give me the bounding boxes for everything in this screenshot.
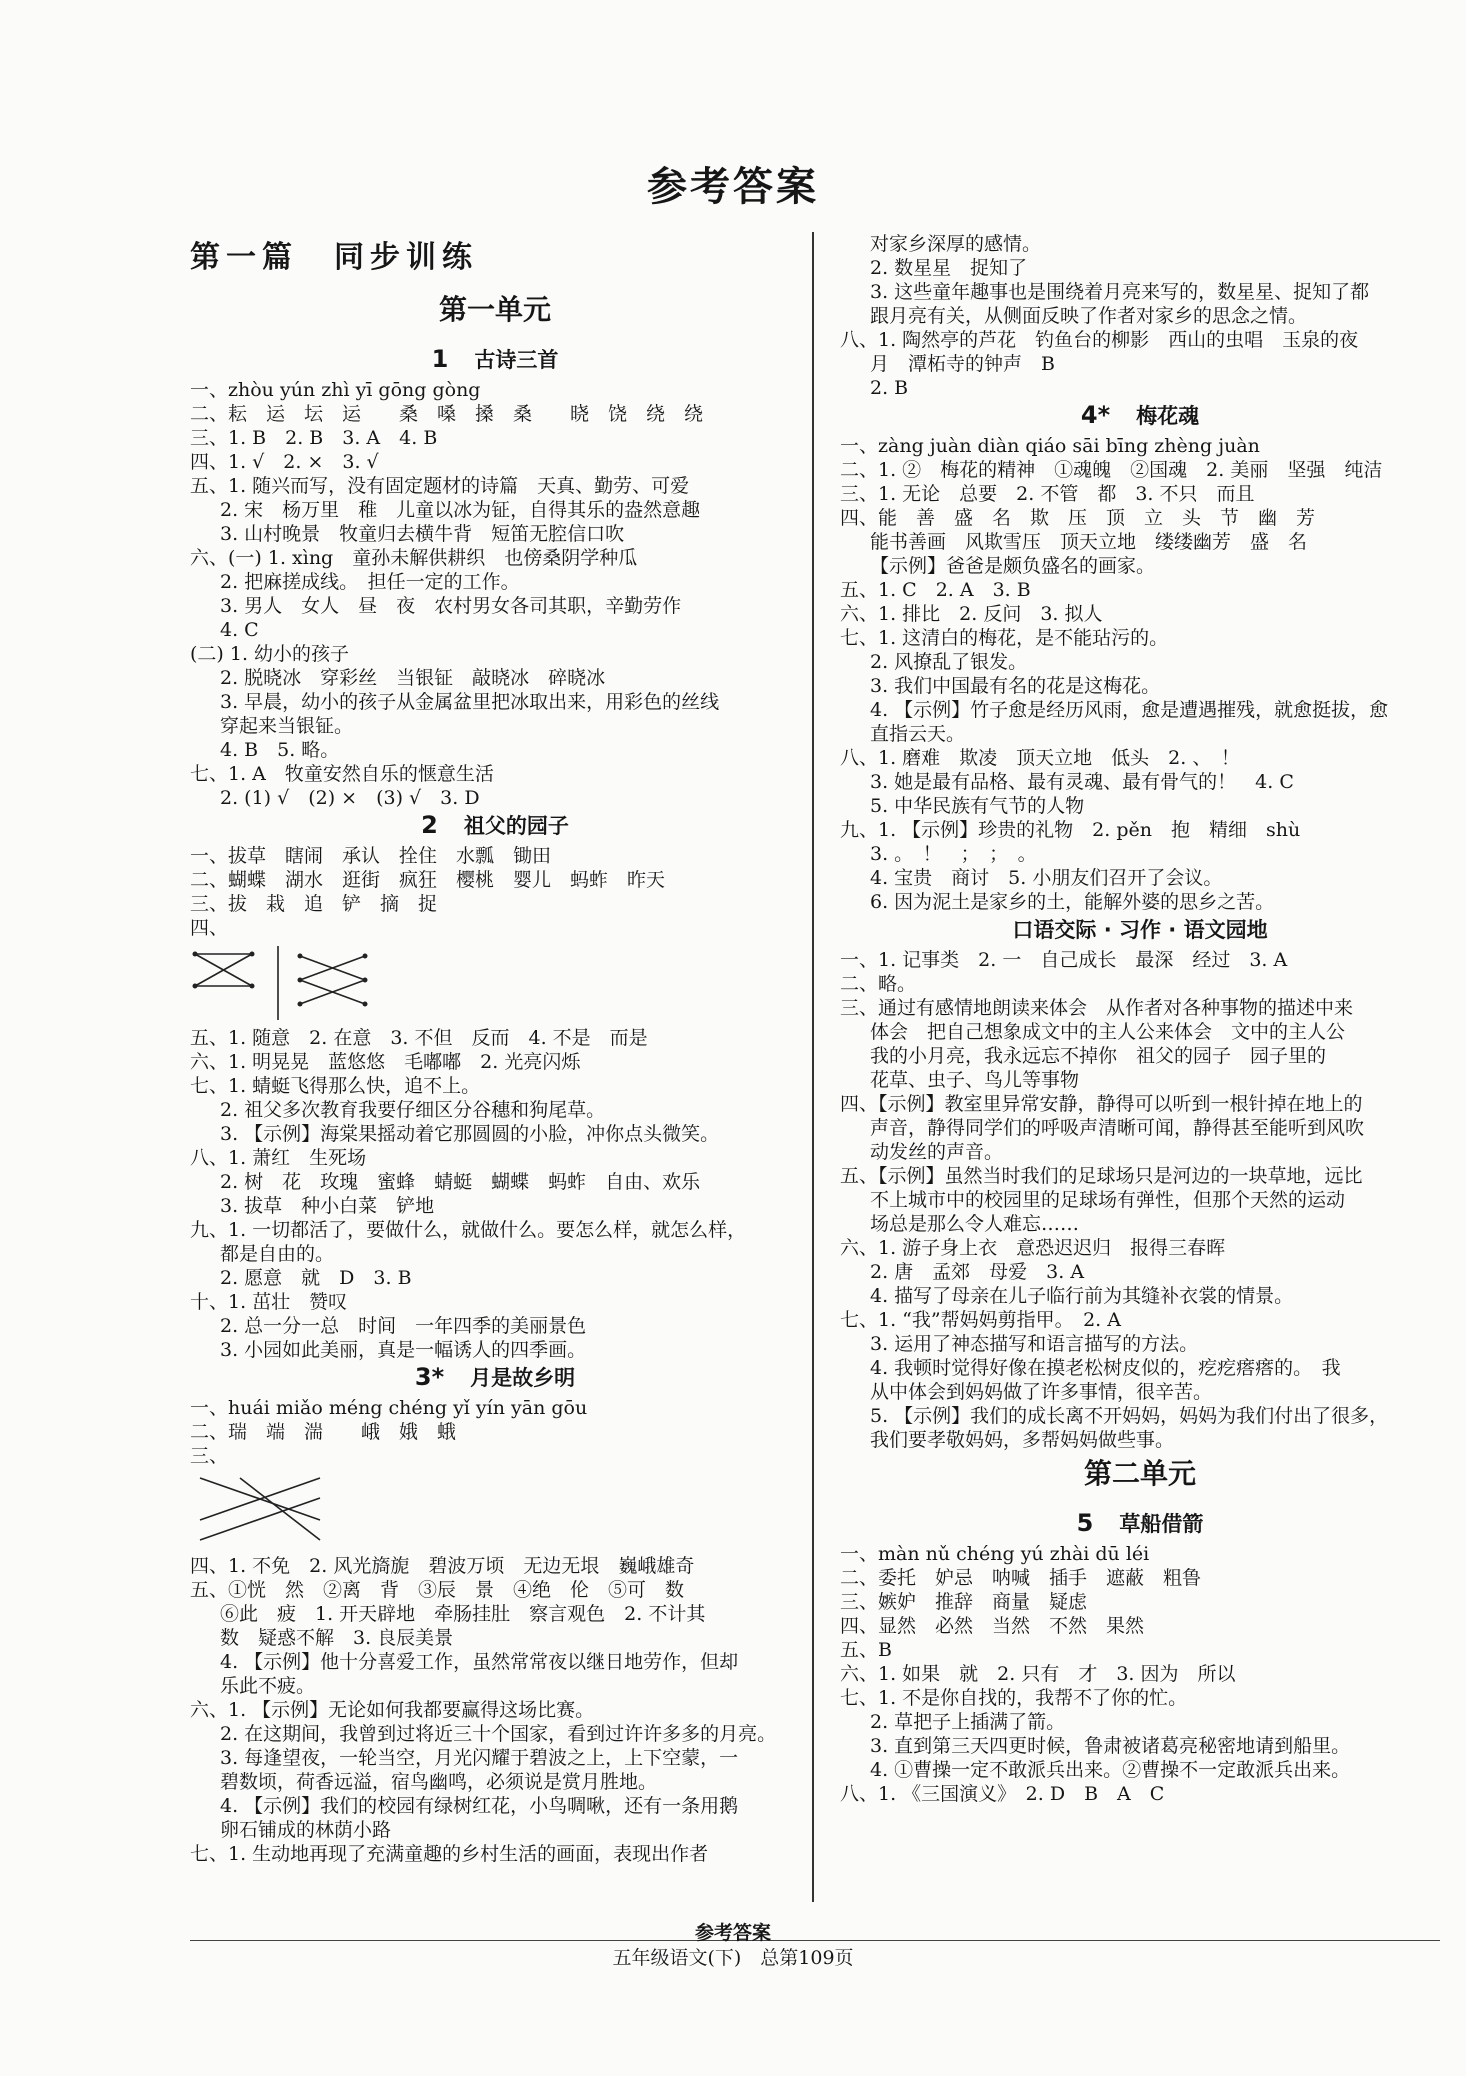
answer-line: 七、1. 这清白的梅花，是不能玷污的。 <box>840 627 1169 649</box>
answer-line: 2. 在这期间，我曾到过将近三十个国家，看到过许许多多的月亮。 <box>220 1723 777 1745</box>
answer-line: 六、1. 游子身上衣 意恐迟迟归 报得三春晖 <box>840 1237 1226 1259</box>
answer-line: 我们要孝敬妈妈，多帮妈妈做些事。 <box>870 1429 1175 1451</box>
answer-line: 五、1. 随兴而写，没有固定题材的诗篇 天真、勤劳、可爱 <box>190 475 690 497</box>
footer-title: 参考答案 <box>694 1922 771 1944</box>
answer-line: 二、略。 <box>840 973 917 995</box>
answer-line: 乐此不疲。 <box>220 1675 316 1697</box>
footer-page-info: 五年级语文(下) 总第109页 <box>612 1947 854 1969</box>
lesson-title <box>840 1508 1440 1542</box>
answer-line: 花草、虫子、鸟儿等事物 <box>870 1069 1080 1091</box>
answer-line: 三、 <box>190 1445 229 1467</box>
answer-line: 九、1. 一切都活了，要做什么，就做什么。要怎么样，就怎么样， <box>190 1219 747 1241</box>
answer-block <box>190 378 800 810</box>
answer-line: 一、1. 记事类 2. 一 自己成长 最深 经过 3. A <box>840 949 1288 971</box>
answer-block <box>840 434 1440 914</box>
answer-line: 一、huái miǎo méng chéng yǐ yín yān gōu <box>190 1397 588 1419</box>
answer-line: 4. 【示例】我们的校园有绿树红花，小鸟啁啾，还有一条用鹅 <box>220 1795 739 1817</box>
answer-line: 三、嫉妒 推辞 商量 疑虑 <box>840 1591 1088 1613</box>
answer-line: 2. 愿意 就 D 3. B <box>220 1267 412 1289</box>
answer-line: 3. 这些童年趣事也是围绕着月亮来写的，数星星、捉知了都 <box>870 281 1370 303</box>
answer-line: 数 疑惑不解 3. 良辰美景 <box>220 1627 454 1649</box>
answer-line: 五、①恍 然 ②离 背 ③辰 景 ④绝 伦 ⑤可 数 <box>190 1579 685 1601</box>
answer-line: 三、通过有感情地朗读来体会 从作者对各种事物的描述中来 <box>840 997 1354 1019</box>
answer-line: 2. 树 花 玫瑰 蜜蜂 蜻蜓 蝴蝶 蚂蚱 自由、欢乐 <box>220 1171 701 1193</box>
unit-title: 第二单元 <box>1083 1457 1196 1490</box>
answer-line: 2. 数星星 捉知了 <box>870 257 1028 279</box>
answer-line: 声音，静得同学们的呼吸声清晰可闻，静得甚至能听到风吹 <box>870 1117 1365 1139</box>
answer-line: 2. 风撩乱了银发。 <box>870 651 1028 673</box>
answer-line: 4. 【示例】他十分喜爱工作，虽然常常夜以继日地劳作，但却 <box>220 1651 739 1673</box>
answer-line: 3. 。 ！ ； ； 。 <box>870 843 1037 865</box>
answer-line: 场总是那么令人难忘…… <box>870 1213 1080 1235</box>
answer-line: 穿起来当银钲。 <box>220 715 354 737</box>
answer-line: 4. B 5. 略。 <box>220 739 340 761</box>
answer-line: 3. 早晨，幼小的孩子从金属盆里把冰取出来，用彩色的丝线 <box>220 691 720 713</box>
answer-line: 四、1. 不免 2. 风光旖旎 碧波万顷 无边无垠 巍峨雄奇 <box>190 1555 695 1577</box>
answer-line: 三、拔 栽 追 铲 摘 捉 <box>190 893 438 915</box>
answer-line: 四、【示例】教室里异常安静，静得可以听到一根针掉在地上的 <box>840 1093 1363 1115</box>
answer-line: 2. 祖父多次教育我要仔细区分谷穗和狗尾草。 <box>220 1099 606 1121</box>
column-divider <box>812 232 814 1902</box>
answer-block <box>190 1026 800 1362</box>
answer-line: 4. 【示例】竹子愈是经历风雨，愈是遭遇摧残，就愈挺拔，愈 <box>870 699 1389 721</box>
left-column <box>190 232 800 1866</box>
answer-line: 2. 脱晓冰 穿彩丝 当银钲 敲晓冰 碎晓冰 <box>220 667 606 689</box>
answer-line: 【示例】爸爸是颇负盛名的画家。 <box>870 555 1156 577</box>
unit-title: 第一单元 <box>438 293 551 326</box>
answer-line: 6. 因为泥土是家乡的土，能解外婆的思乡之苦。 <box>870 891 1275 913</box>
answer-line: 5. 【示例】我们的成长离不开妈妈，妈妈为我们付出了很多， <box>870 1405 1389 1427</box>
matching-lines <box>190 940 430 1026</box>
answer-line: 3. 她是最有品格、最有灵魂、最有骨气的！ 4. C <box>870 771 1294 793</box>
answer-line: 二、1. ② 梅花的精神 ①魂魄 ②国魂 2. 美丽 坚强 纯洁 <box>840 459 1383 481</box>
lesson-title <box>190 344 800 378</box>
answer-line: 3. 小园如此美丽，真是一幅诱人的四季画。 <box>220 1339 587 1361</box>
answer-line: 五、1. 随意 2. 在意 3. 不但 反而 4. 不是 而是 <box>190 1027 648 1049</box>
answer-line: 跟月亮有关，从侧面反映了作者对家乡的思念之情。 <box>870 305 1308 327</box>
lesson-name: 草船借箭 <box>1119 1512 1204 1536</box>
answer-block <box>190 1554 800 1866</box>
answer-line: 三、1. B 2. B 3. A 4. B <box>190 427 438 449</box>
answer-line: 4. C <box>220 619 259 641</box>
answer-line: 七、1. 生动地再现了充满童趣的乡村生活的画面，表现出作者 <box>190 1843 709 1865</box>
lesson-title <box>840 400 1440 434</box>
lesson-number: 1 <box>431 345 449 373</box>
answer-line: 3. 运用了神态描写和语言描写的方法。 <box>870 1333 1199 1355</box>
answer-line: 八、1. 磨难 欺凌 顶天立地 低头 2. 、 ！ <box>840 747 1240 769</box>
answer-line: 体会 把自己想象成文中的主人公来体会 文中的主人公 <box>870 1021 1346 1043</box>
answer-line: 直指云天。 <box>870 723 966 745</box>
answer-line: 六、1. 排比 2. 反问 3. 拟人 <box>840 603 1103 625</box>
answer-line: 月 潭柘寺的钟声 B <box>870 353 1055 375</box>
answer-line: 2. 把麻搓成线。 担任一定的工作。 <box>220 571 520 593</box>
lesson-number: 4* <box>1080 401 1111 429</box>
answer-line: ⑥此 疲 1. 开天辟地 牵肠挂肚 察言观色 2. 不计其 <box>220 1603 706 1625</box>
answer-block <box>840 948 1440 1452</box>
answer-line: 二、耘 运 坛 运 桑 嗓 搡 桑 晓 饶 绕 绕 <box>190 403 704 425</box>
right-column <box>840 232 1440 1806</box>
answer-line: 六、1. 如果 就 2. 只有 才 3. 因为 所以 <box>840 1663 1236 1685</box>
answer-line: 八、1. 陶然亭的芦花 钓鱼台的柳影 西山的虫唱 玉泉的夜 <box>840 329 1359 351</box>
answer-line: 4. ①曹操一定不敢派兵出来。②曹操不一定敢派兵出来。 <box>870 1759 1351 1781</box>
answer-block <box>190 1396 800 1468</box>
answer-line: 八、1. 《三国演义》 2. D B A C <box>840 1783 1165 1805</box>
matching-diagram <box>190 940 800 1026</box>
answer-line: 二、委托 妒忌 呐喊 插手 遮蔽 粗鲁 <box>840 1567 1202 1589</box>
answer-line: 六、1. 【示例】无论如何我都要赢得这场比赛。 <box>190 1699 595 1721</box>
answer-line: 十、1. 茁壮 赞叹 <box>190 1291 348 1313</box>
matching-diagram <box>190 1468 800 1554</box>
answer-line: 2. 草把子上插满了箭。 <box>870 1711 1066 1733</box>
answer-line: 3. 男人 女人 昼 夜 农村男女各司其职，辛勤劳作 <box>220 595 682 617</box>
lesson-name: 古诗三首 <box>474 348 559 372</box>
answer-line: 五、B <box>840 1639 892 1661</box>
lesson-name: 梅花魂 <box>1136 404 1200 428</box>
answer-line: 五、【示例】虽然当时我们的足球场只是河边的一块草地，远比 <box>840 1165 1363 1187</box>
answer-line: 3. 山村晚景 牧童归去横牛背 短笛无腔信口吹 <box>220 523 625 545</box>
answer-line: 4. 我顿时觉得好像在摸老松树皮似的，疙疙瘩瘩的。 我 <box>870 1357 1341 1379</box>
answer-block <box>840 232 1440 400</box>
answer-line: 二、蝴蝶 湖水 逛街 疯狂 樱桃 婴儿 蚂蚱 昨天 <box>190 869 666 891</box>
answer-line: 2. 唐 孟郊 母爱 3. A <box>870 1261 1085 1283</box>
answer-line: 一、拔草 瞎闹 承认 拴住 水瓢 锄田 <box>190 845 552 867</box>
answer-line: 3. 拔草 种小白菜 铲地 <box>220 1195 435 1217</box>
answer-line: 一、zàng juàn diàn qiáo sāi bīng zhèng juàn <box>840 435 1260 457</box>
answer-line: 七、1. “我”帮妈妈剪指甲。 2. A <box>840 1309 1121 1331</box>
answer-line: 2. B <box>870 377 909 399</box>
answer-line: 一、màn nǔ chéng yú zhài dū léi <box>840 1543 1150 1565</box>
lesson-number: 5 <box>1076 1509 1094 1537</box>
lesson-name: 祖父的园子 <box>463 814 569 838</box>
answer-line: 二、瑞 端 湍 峨 娥 蛾 <box>190 1421 457 1443</box>
lesson-title <box>190 1362 800 1396</box>
answer-line: 卵石铺成的林荫小路 <box>220 1819 392 1841</box>
answer-line: 2. 宋 杨万里 稚 儿童以冰为钲，自得其乐的盎然意趣 <box>220 499 701 521</box>
answer-line: 3. 直到第三天四更时候，鲁肃被诸葛亮秘密地请到船里。 <box>870 1735 1351 1757</box>
answer-line: 一、zhòu yún zhì yī gōng gòng <box>190 379 481 401</box>
lesson-name: 月是故乡明 <box>470 1366 576 1390</box>
answer-line: 四、1. √ 2. × 3. √ <box>190 451 379 473</box>
answer-line: 七、1. 不是你自找的，我帮不了你的忙。 <box>840 1687 1188 1709</box>
answer-line: 2. (1) √ (2) × (3) √ 3. D <box>220 787 480 809</box>
answer-line: 七、1. A 牧童安然自乐的惬意生活 <box>190 763 494 785</box>
answer-block <box>840 1542 1440 1806</box>
matching-lines <box>190 1468 430 1554</box>
answer-line: 四、显然 必然 当然 不然 果然 <box>840 1615 1145 1637</box>
answer-line: 不上城市中的校园里的足球场有弹性，但那个天然的运动 <box>870 1189 1346 1211</box>
answer-line: 2. 总一分一总 时间 一年四季的美丽景色 <box>220 1315 587 1337</box>
part-title: 第一篇 同步训练 <box>190 240 478 275</box>
answer-line: 五、1. C 2. A 3. B <box>840 579 1031 601</box>
answer-line: 3. 每逢望夜，一轮当空，月光闪耀于碧波之上，上下空蒙，一 <box>220 1747 739 1769</box>
answer-line: 四、 <box>190 917 229 939</box>
section-title: 口语交际 · 习作 · 语文园地 <box>1012 918 1268 942</box>
answer-line: 4. 描写了母亲在儿子临行前为其缝补衣裳的情景。 <box>870 1285 1294 1307</box>
answer-line: 动发丝的声音。 <box>870 1141 1004 1163</box>
answer-line: 六、(一) 1. xìng 童孙未解供耕织 也傍桑阴学种瓜 <box>190 547 638 569</box>
page-title: 参考答案 <box>647 164 819 210</box>
answer-line: 4. 宝贵 商讨 5. 小朋友们召开了会议。 <box>870 867 1223 889</box>
answer-line: 碧数顷，荷香远溢，宿鸟幽鸣，必须说是赏月胜地。 <box>220 1771 658 1793</box>
answer-block <box>190 844 800 940</box>
answer-line: 对家乡深厚的感情。 <box>870 233 1042 255</box>
answer-line: 九、1. 【示例】珍贵的礼物 2. pěn 抱 精细 shù <box>840 819 1301 841</box>
lesson-title <box>190 810 800 844</box>
answer-line: 3. 【示例】海棠果摇动着它那圆圆的小脸，冲你点头微笑。 <box>220 1123 720 1145</box>
answer-line: 六、1. 明晃晃 蓝悠悠 毛嘟嘟 2. 光亮闪烁 <box>190 1051 581 1073</box>
answer-line: 5. 中华民族有气节的人物 <box>870 795 1085 817</box>
lesson-number: 2 <box>421 811 438 839</box>
answer-line: 三、1. 无论 总要 2. 不管 都 3. 不只 而且 <box>840 483 1255 505</box>
answer-line: 八、1. 萧红 生死场 <box>190 1147 367 1169</box>
answer-line: 从中体会到妈妈做了许多事情，很辛苦。 <box>870 1381 1213 1403</box>
answer-line: 都是自由的。 <box>220 1243 335 1265</box>
lesson-number: 3* <box>414 1363 445 1391</box>
answer-line: 3. 我们中国最有名的花是这梅花。 <box>870 675 1161 697</box>
answer-line: (二) 1. 幼小的孩子 <box>190 643 350 665</box>
answer-line: 我的小月亮，我永远忘不掉你 祖父的园子 园子里的 <box>870 1045 1327 1067</box>
answer-line: 能书善画 风欺雪压 顶天立地 缕缕幽芳 盛 名 <box>870 531 1308 553</box>
answer-line: 七、1. 蜻蜓飞得那么快，追不上。 <box>190 1075 481 1097</box>
answer-line: 四、能 善 盛 名 欺 压 顶 立 头 节 幽 芳 <box>840 507 1316 529</box>
